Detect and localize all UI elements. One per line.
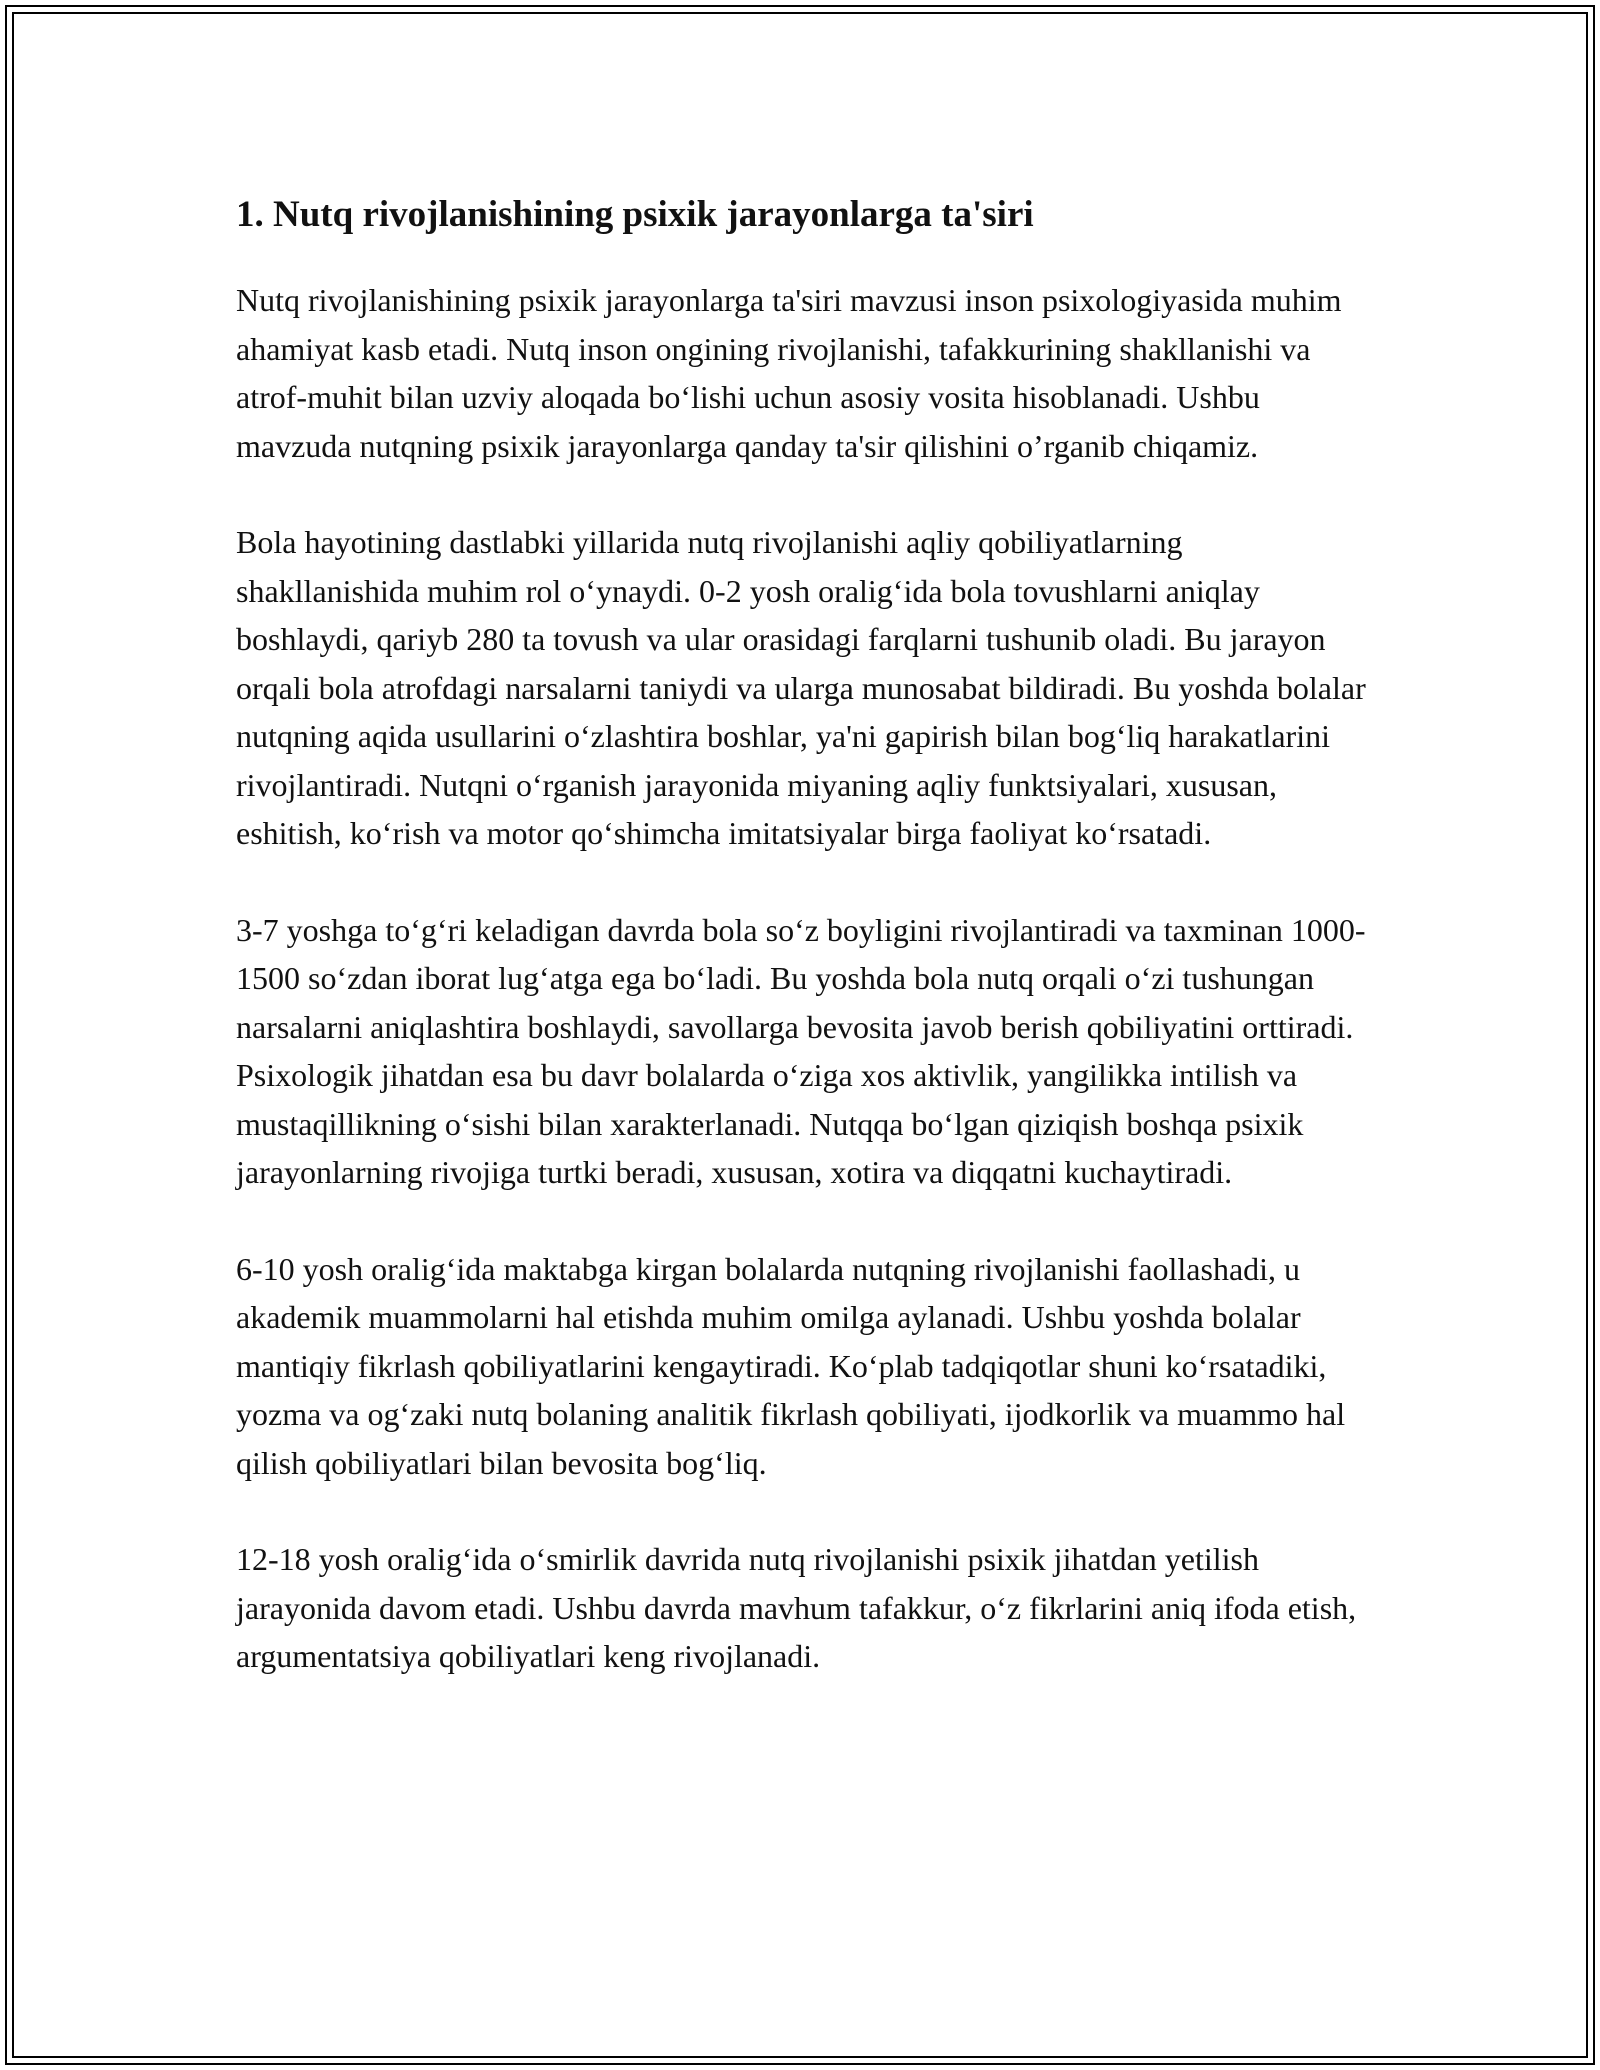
paragraph-intro: Nutq rivojlanishining psixik jarayonlarga ta'siri mavzusi inson psixologiyasida muhim ahamiyat kasb etadi. Nutq inson ongining rivojlanishi, tafakkurining shakllanishi va atrof-muhit bilan uzviy aloqada bo‘lishi uchun asosiy vosita hisoblanadi. Ushbu mavzuda nutqning psixik jarayonlarga qanday ta'sir qilishini o’rganib chiqamiz. bbox=[236, 282, 1342, 464]
paragraph-school-age: 6-10 yosh oralig‘ida maktabga kirgan bolalarda nutqning rivojlanishi faollashadi, u akademik muammolarni hal etishda muhim omilga aylanadi. Ushbu yoshda bolalar mantiqiy fikrlash qobiliyatlarini kengaytiradi. Ko‘plab tadqiqotlar shuni ko‘rsatadiki, yozma va og‘zaki nutq bolaning analitik fikrlash qobiliyati, ijodkorlik va muammo hal qilish qobiliyatlari bilan bevosita bog‘liq. bbox=[236, 1250, 1346, 1481]
paragraph-adolescence: 12-18 yosh oralig‘ida o‘smirlik davrida nutq rivojlanishi psixik jihatdan yetilish jarayonida davom etadi. Ushbu davrda mavhum tafakkur, o‘z fikrlarini aniq ifoda etish, argumentatsiya qobiliyatlari keng rivojlanadi. bbox=[236, 1541, 1357, 1674]
document-heading: 1. Nutq rivojlanishining psixik jarayonlarga ta'siri bbox=[236, 194, 1034, 235]
paragraph-early-years: Bola hayotining dastlabki yillarida nutq rivojlanishi aqliy qobiliyatlarning shakllanishida muhim rol o‘ynaydi. 0-2 yosh oralig‘ida bola tovushlarni aniqlay boshlaydi, qariyb 280 ta tovush va ular orasidagi farqlarni tushunib oladi. Bu jarayon orqali bola atrofdagi narsalarni taniydi va ularga munosabat bildiradi. Bu yoshda bolalar nutqning aqida usullarini o‘zlashtira boshlar, ya'ni gapirish bilan bog‘liq harakatlarini rivojlantiradi. Nutqni o‘rganish jarayonida miyaning aqliy funktsiyalari, xususan, eshitish, ko‘rish va motor qo‘shimcha imitatsiyalar birga faoliyat ko‘rsatadi. bbox=[236, 524, 1366, 851]
document-body bbox=[236, 184, 1372, 1729]
paragraph-preschool: 3-7 yoshga to‘g‘ri keladigan davrda bola so‘z boyligini rivojlantiradi va taxminan 1000-1500 so‘zdan iborat lug‘atga ega bo‘ladi. Bu yoshda bola nutq orqali o‘zi tushungan narsalarni aniqlashtira boshlaydi, savollarga bevosita javob berish qobiliyatini orttiradi. Psixologik jihatdan esa bu davr bolalarda o‘ziga xos aktivlik, yangilikka intilish va mustaqillikning o‘sishi bilan xarakterlanadi. Nutqqa bo‘lgan qiziqish boshqa psixik jarayonlarning rivojiga turtki beradi, xususan, xotira va diqqatni kuchaytiradi. bbox=[236, 911, 1366, 1190]
